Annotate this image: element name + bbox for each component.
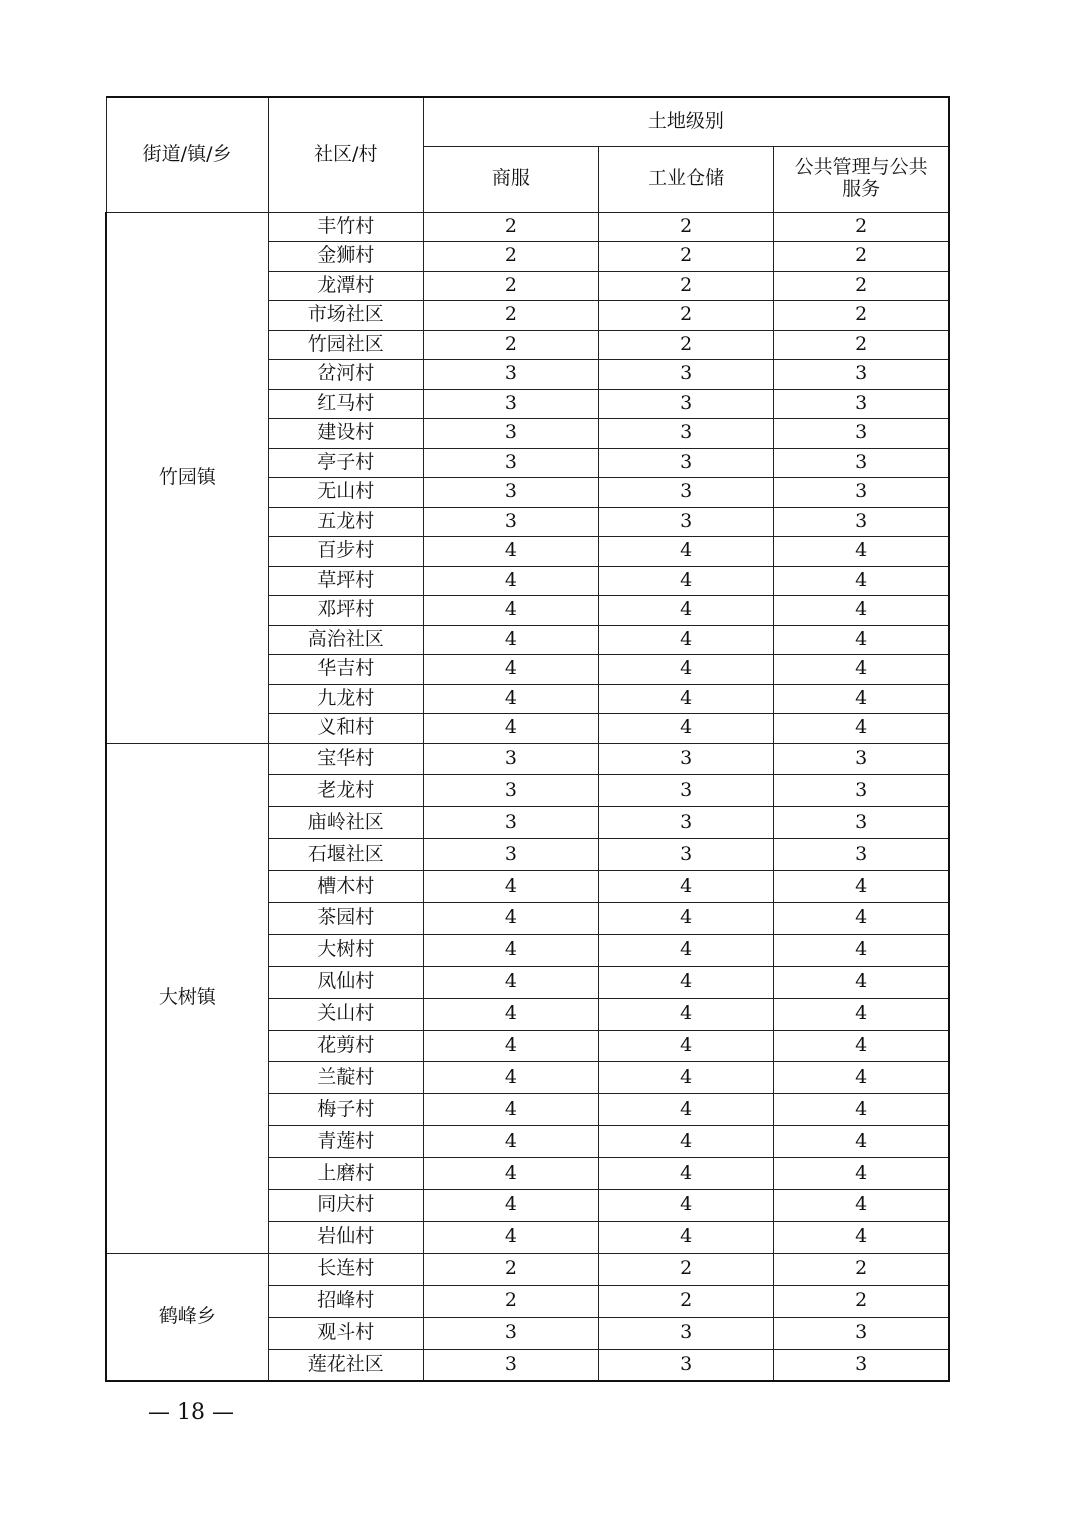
commercial-cell: 3 bbox=[423, 775, 598, 807]
community-cell: 义和村 bbox=[268, 714, 423, 744]
community-cell: 无山村 bbox=[268, 478, 423, 508]
commercial-cell: 4 bbox=[423, 537, 598, 567]
commercial-cell: 3 bbox=[423, 419, 598, 449]
commercial-cell: 4 bbox=[423, 998, 598, 1030]
commercial-cell: 4 bbox=[423, 684, 598, 714]
commercial-cell: 2 bbox=[423, 212, 598, 242]
town-cell: 竹园镇 bbox=[106, 212, 268, 743]
public-cell: 4 bbox=[774, 1030, 949, 1062]
industrial-cell: 4 bbox=[599, 1189, 774, 1221]
public-cell: 4 bbox=[774, 1062, 949, 1094]
public-cell: 4 bbox=[774, 1189, 949, 1221]
community-cell: 花剪村 bbox=[268, 1030, 423, 1062]
public-cell: 4 bbox=[774, 934, 949, 966]
industrial-cell: 3 bbox=[599, 807, 774, 839]
commercial-cell: 4 bbox=[423, 934, 598, 966]
industrial-cell: 4 bbox=[599, 1158, 774, 1190]
industrial-cell: 3 bbox=[599, 743, 774, 775]
header-land-level: 土地级别 bbox=[423, 97, 949, 146]
industrial-cell: 4 bbox=[599, 596, 774, 626]
industrial-cell: 4 bbox=[599, 871, 774, 903]
public-cell: 2 bbox=[774, 1253, 949, 1285]
community-cell: 竹园社区 bbox=[268, 330, 423, 360]
commercial-cell: 3 bbox=[423, 360, 598, 390]
industrial-cell: 2 bbox=[599, 242, 774, 272]
public-cell: 4 bbox=[774, 596, 949, 626]
town-cell: 大树镇 bbox=[106, 743, 268, 1253]
commercial-cell: 4 bbox=[423, 1062, 598, 1094]
industrial-cell: 4 bbox=[599, 566, 774, 596]
community-cell: 丰竹村 bbox=[268, 212, 423, 242]
community-cell: 观斗村 bbox=[268, 1317, 423, 1349]
commercial-cell: 4 bbox=[423, 566, 598, 596]
community-cell: 长连村 bbox=[268, 1253, 423, 1285]
town-cell: 鹤峰乡 bbox=[106, 1253, 268, 1381]
industrial-cell: 4 bbox=[599, 934, 774, 966]
commercial-cell: 4 bbox=[423, 871, 598, 903]
table-row bbox=[106, 212, 949, 242]
community-cell: 招峰村 bbox=[268, 1285, 423, 1317]
industrial-cell: 2 bbox=[599, 271, 774, 301]
header-industrial: 工业仓储 bbox=[599, 146, 774, 212]
commercial-cell: 2 bbox=[423, 271, 598, 301]
public-cell: 3 bbox=[774, 507, 949, 537]
public-cell: 3 bbox=[774, 743, 949, 775]
industrial-cell: 4 bbox=[599, 625, 774, 655]
public-cell: 2 bbox=[774, 330, 949, 360]
table-row bbox=[106, 743, 949, 775]
industrial-cell: 4 bbox=[599, 966, 774, 998]
commercial-cell: 4 bbox=[423, 1030, 598, 1062]
industrial-cell: 2 bbox=[599, 330, 774, 360]
industrial-cell: 2 bbox=[599, 212, 774, 242]
community-cell: 凤仙村 bbox=[268, 966, 423, 998]
commercial-cell: 4 bbox=[423, 1221, 598, 1253]
industrial-cell: 4 bbox=[599, 714, 774, 744]
industrial-cell: 3 bbox=[599, 507, 774, 537]
commercial-cell: 4 bbox=[423, 625, 598, 655]
community-cell: 岩仙村 bbox=[268, 1221, 423, 1253]
public-cell: 3 bbox=[774, 478, 949, 508]
industrial-cell: 2 bbox=[599, 1285, 774, 1317]
industrial-cell: 4 bbox=[599, 684, 774, 714]
community-cell: 市场社区 bbox=[268, 301, 423, 331]
community-cell: 金狮村 bbox=[268, 242, 423, 272]
industrial-cell: 4 bbox=[599, 998, 774, 1030]
table-row bbox=[106, 1253, 949, 1285]
commercial-cell: 3 bbox=[423, 839, 598, 871]
community-cell: 梅子村 bbox=[268, 1094, 423, 1126]
industrial-cell: 3 bbox=[599, 389, 774, 419]
industrial-cell: 2 bbox=[599, 301, 774, 331]
public-cell: 2 bbox=[774, 212, 949, 242]
community-cell: 草坪村 bbox=[268, 566, 423, 596]
land-level-table bbox=[105, 96, 950, 1382]
community-cell: 大树村 bbox=[268, 934, 423, 966]
public-cell: 4 bbox=[774, 537, 949, 567]
page-number: — 18 — bbox=[148, 1400, 234, 1425]
community-cell: 老龙村 bbox=[268, 775, 423, 807]
public-cell: 4 bbox=[774, 566, 949, 596]
community-cell: 亭子村 bbox=[268, 448, 423, 478]
community-cell: 莲花社区 bbox=[268, 1349, 423, 1381]
public-cell: 3 bbox=[774, 839, 949, 871]
public-cell: 4 bbox=[774, 998, 949, 1030]
industrial-cell: 2 bbox=[599, 1253, 774, 1285]
community-cell: 华吉村 bbox=[268, 655, 423, 685]
community-cell: 上磨村 bbox=[268, 1158, 423, 1190]
community-cell: 茶园村 bbox=[268, 902, 423, 934]
community-cell: 石堰社区 bbox=[268, 839, 423, 871]
commercial-cell: 3 bbox=[423, 389, 598, 419]
commercial-cell: 3 bbox=[423, 478, 598, 508]
public-cell: 4 bbox=[774, 1158, 949, 1190]
community-cell: 高治社区 bbox=[268, 625, 423, 655]
public-cell: 3 bbox=[774, 775, 949, 807]
commercial-cell: 2 bbox=[423, 1253, 598, 1285]
commercial-cell: 2 bbox=[423, 242, 598, 272]
public-cell: 4 bbox=[774, 871, 949, 903]
commercial-cell: 3 bbox=[423, 807, 598, 839]
commercial-cell: 3 bbox=[423, 507, 598, 537]
industrial-cell: 4 bbox=[599, 1126, 774, 1158]
industrial-cell: 4 bbox=[599, 1062, 774, 1094]
public-cell: 4 bbox=[774, 1094, 949, 1126]
industrial-cell: 3 bbox=[599, 1317, 774, 1349]
community-cell: 红马村 bbox=[268, 389, 423, 419]
industrial-cell: 3 bbox=[599, 839, 774, 871]
public-cell: 3 bbox=[774, 389, 949, 419]
commercial-cell: 3 bbox=[423, 743, 598, 775]
public-cell: 2 bbox=[774, 1285, 949, 1317]
public-cell: 3 bbox=[774, 448, 949, 478]
commercial-cell: 4 bbox=[423, 596, 598, 626]
industrial-cell: 3 bbox=[599, 360, 774, 390]
community-cell: 建设村 bbox=[268, 419, 423, 449]
commercial-cell: 4 bbox=[423, 1094, 598, 1126]
commercial-cell: 4 bbox=[423, 902, 598, 934]
community-cell: 邓坪村 bbox=[268, 596, 423, 626]
public-cell: 4 bbox=[774, 625, 949, 655]
public-cell: 2 bbox=[774, 271, 949, 301]
commercial-cell: 4 bbox=[423, 655, 598, 685]
public-cell: 3 bbox=[774, 1317, 949, 1349]
public-cell: 4 bbox=[774, 1221, 949, 1253]
commercial-cell: 4 bbox=[423, 1126, 598, 1158]
community-cell: 青莲村 bbox=[268, 1126, 423, 1158]
industrial-cell: 3 bbox=[599, 419, 774, 449]
public-cell: 2 bbox=[774, 301, 949, 331]
community-cell: 龙潭村 bbox=[268, 271, 423, 301]
community-cell: 庙岭社区 bbox=[268, 807, 423, 839]
public-cell: 4 bbox=[774, 655, 949, 685]
commercial-cell: 2 bbox=[423, 301, 598, 331]
commercial-cell: 3 bbox=[423, 1317, 598, 1349]
community-cell: 岔河村 bbox=[268, 360, 423, 390]
industrial-cell: 4 bbox=[599, 537, 774, 567]
commercial-cell: 2 bbox=[423, 1285, 598, 1317]
commercial-cell: 4 bbox=[423, 1158, 598, 1190]
industrial-cell: 3 bbox=[599, 1349, 774, 1381]
community-cell: 九龙村 bbox=[268, 684, 423, 714]
public-cell: 4 bbox=[774, 684, 949, 714]
industrial-cell: 4 bbox=[599, 655, 774, 685]
industrial-cell: 3 bbox=[599, 775, 774, 807]
header-community: 社区/村 bbox=[268, 97, 423, 212]
public-cell: 4 bbox=[774, 966, 949, 998]
commercial-cell: 4 bbox=[423, 1189, 598, 1221]
industrial-cell: 3 bbox=[599, 448, 774, 478]
public-cell: 3 bbox=[774, 1349, 949, 1381]
public-cell: 4 bbox=[774, 1126, 949, 1158]
commercial-cell: 4 bbox=[423, 714, 598, 744]
header-town: 街道/镇/乡 bbox=[106, 97, 268, 212]
public-cell: 4 bbox=[774, 714, 949, 744]
community-cell: 同庆村 bbox=[268, 1189, 423, 1221]
community-cell: 槽木村 bbox=[268, 871, 423, 903]
community-cell: 兰靛村 bbox=[268, 1062, 423, 1094]
table-body bbox=[106, 212, 949, 1381]
industrial-cell: 4 bbox=[599, 902, 774, 934]
community-cell: 五龙村 bbox=[268, 507, 423, 537]
commercial-cell: 3 bbox=[423, 1349, 598, 1381]
commercial-cell: 2 bbox=[423, 330, 598, 360]
public-cell: 3 bbox=[774, 360, 949, 390]
header-public: 公共管理与公共服务 bbox=[774, 146, 949, 212]
industrial-cell: 3 bbox=[599, 478, 774, 508]
industrial-cell: 4 bbox=[599, 1221, 774, 1253]
community-cell: 百步村 bbox=[268, 537, 423, 567]
public-cell: 2 bbox=[774, 242, 949, 272]
community-cell: 宝华村 bbox=[268, 743, 423, 775]
public-cell: 3 bbox=[774, 807, 949, 839]
commercial-cell: 3 bbox=[423, 448, 598, 478]
industrial-cell: 4 bbox=[599, 1030, 774, 1062]
commercial-cell: 4 bbox=[423, 966, 598, 998]
header-commercial: 商服 bbox=[423, 146, 598, 212]
community-cell: 关山村 bbox=[268, 998, 423, 1030]
industrial-cell: 4 bbox=[599, 1094, 774, 1126]
public-cell: 3 bbox=[774, 419, 949, 449]
public-cell: 4 bbox=[774, 902, 949, 934]
